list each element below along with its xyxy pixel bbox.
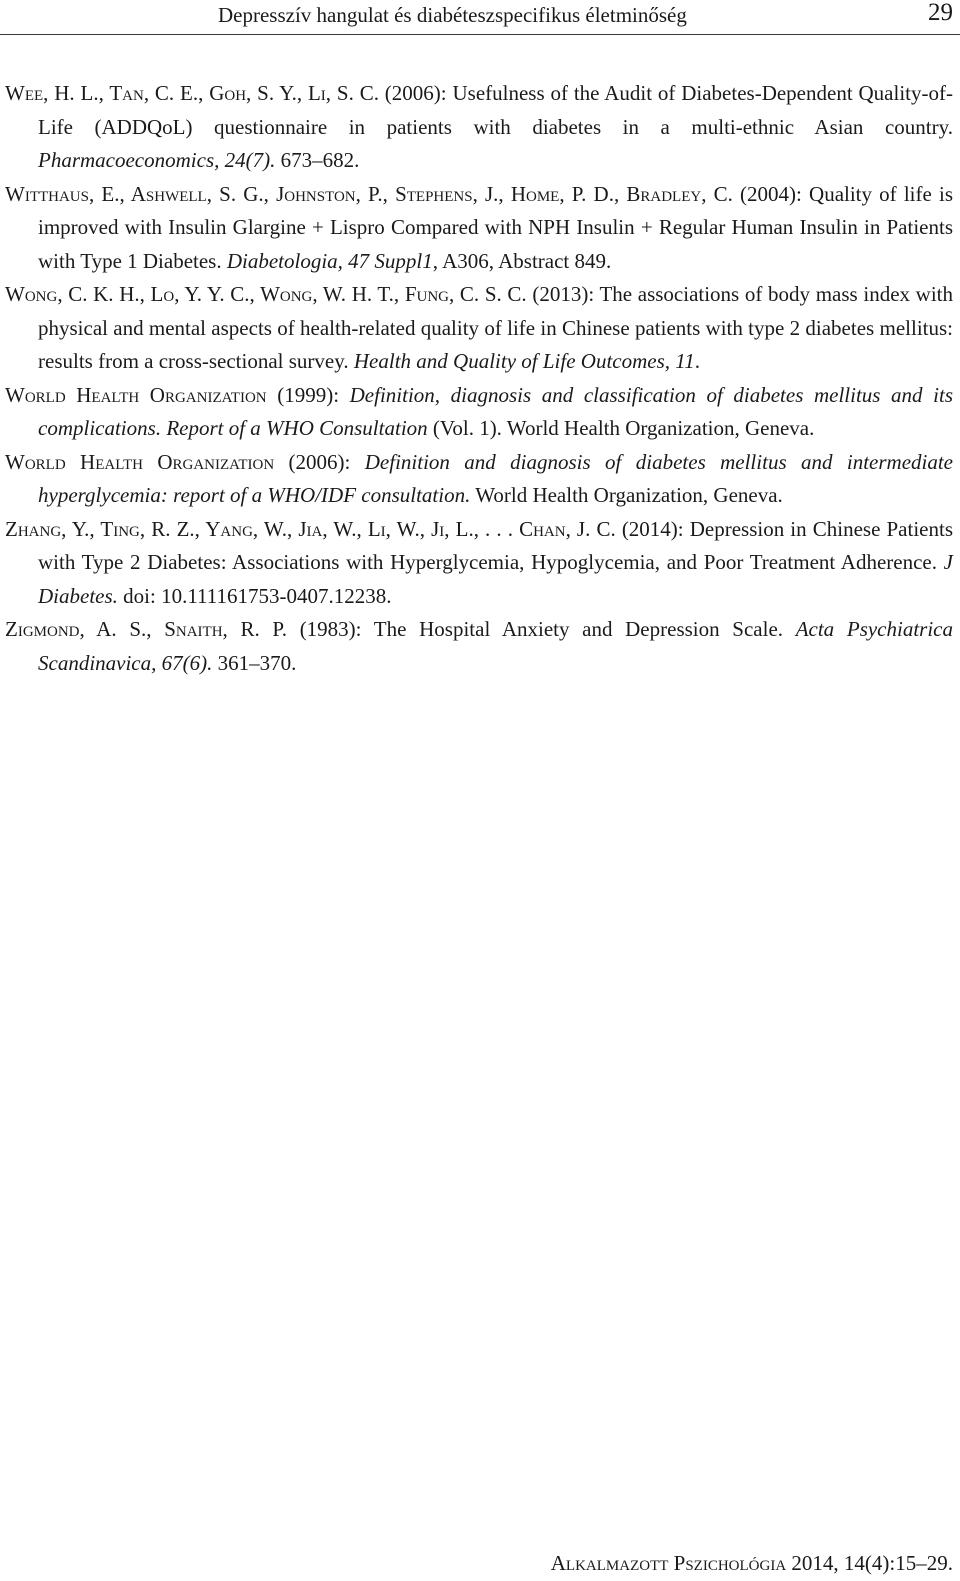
reference-entry — [5, 613, 953, 680]
reference-authors: Witthaus, E., Ashwell, S. G., Johnston, P., Stephens, J., Home, P. D., Bradley, C. — [5, 181, 733, 206]
reference-source: Acta Psychiatrica Scandinavica, 67(6). — [38, 617, 954, 675]
reference-pages: 361–370. — [212, 650, 297, 675]
reference-entry — [5, 178, 953, 279]
reference-source: Definition and diagnosis of diabetes mellitus and intermediate hyperglycemia: report of a WHO/IDF consultation. — [38, 449, 953, 507]
reference-text: (1983): The Hospital Anxiety and Depression Scale. — [287, 617, 796, 641]
reference-authors: Zhang, Y., Ting, R. Z., Yang, W., Jia, W., Li, W., Ji, L., . . . Chan, J. C. — [5, 516, 616, 541]
reference-list — [5, 77, 953, 680]
reference-pages: doi: 10.111161753-0407.12238. — [117, 583, 392, 608]
reference-authors: Wee, H. L., Tan, C. E., Goh, S. Y., Li, S. C. — [5, 81, 379, 105]
running-header — [0, 0, 960, 35]
reference-source: J Diabetes. — [38, 550, 953, 608]
reference-text: (2006): Usefulness of the Audit of Diabetes-Dependent Quality-of-Life (ADDQoL) questionnaire in patients with diabetes in a multi-ethnic Asian country. — [38, 81, 953, 139]
reference-pages: , A306, Abstract 849. — [432, 248, 612, 273]
reference-pages: 673–682. — [275, 148, 360, 172]
reference-text: (2004): Quality of life is improved with Insulin Glargine + Lispro Compared with NPH Insulin + Regular Human Insulin in Patients with Type 1 Diabetes. — [38, 181, 954, 273]
reference-source: Pharmacoeconomics, 24(7). — [38, 148, 276, 172]
reference-pages: . — [694, 349, 700, 373]
reference-source: Diabetologia, 47 Suppl1 — [226, 248, 433, 273]
reference-text: (2013): The associations of body mass index with physical and mental aspects of health-related quality of life in Chinese patients with type 2 diabetes mellitus: results from a cross-sectional survey. — [38, 282, 954, 373]
reference-entry — [5, 278, 953, 379]
reference-authors: Wong, C. K. H., Lo, Y. Y. C., Wong, W. H. T., Fung, C. S. C. — [5, 282, 527, 306]
reference-entry — [5, 446, 953, 513]
reference-pages: (Vol. 1). World Health Organization, Geneva. — [427, 416, 815, 440]
journal-name: Alkalmazott Pszichológia — [550, 1551, 787, 1575]
reference-source: Definition, diagnosis and classification of diabetes mellitus and its complications. Report of a WHO Consultation — [38, 382, 953, 440]
reference-text: (2014): Depression in Chinese Patients with Type 2 Diabetes: Associations with Hyperglycemia, Hypoglycemia, and Poor Treatment Adherence. — [38, 516, 953, 574]
journal-citation: 2014, 14(4):15–29. — [786, 1551, 953, 1575]
reference-entry — [5, 513, 953, 614]
reference-authors: World Health Organization — [5, 382, 267, 407]
reference-pages: World Health Organization, Geneva. — [470, 483, 783, 507]
reference-text: (1999): — [266, 382, 350, 407]
reference-authors: Zigmond, A. S., Snaith, R. P. — [5, 617, 288, 641]
running-title: Depresszív hangulat és diabéteszspecifikus életminőség — [218, 3, 687, 27]
reference-text: (2006): — [274, 449, 365, 474]
reference-authors: World Health Organization — [5, 449, 275, 474]
reference-entry — [5, 77, 953, 178]
reference-entry — [5, 379, 953, 446]
journal-footer — [551, 1550, 953, 1576]
reference-source: Health and Quality of Life Outcomes, 11 — [353, 349, 695, 373]
page-number: 29 — [928, 0, 953, 26]
